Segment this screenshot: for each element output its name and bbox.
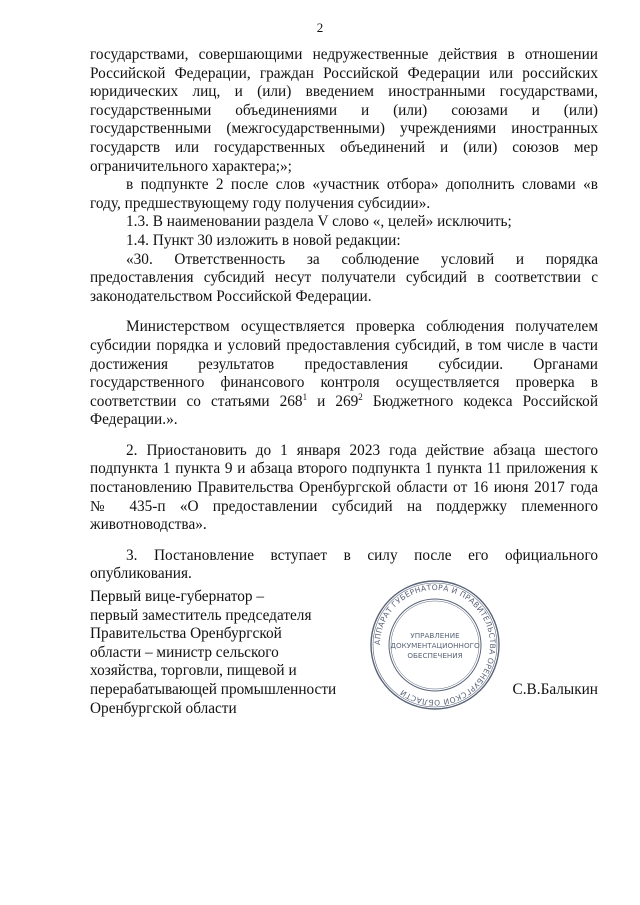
signatory-line: области – министр сельского [90,643,279,661]
signatory-line: Оренбургской области [90,699,237,717]
signer-name: С.В.Балыкин [512,681,598,698]
signatory-line: Первый вице-губернатор – [90,588,265,605]
ministry-check-text-end: Бюджетного кодекса Российской Федерации.». [90,392,598,429]
seal-center-line: ДОКУМЕНТАЦИОННОГО [390,641,480,650]
paragraph-subclause-2: в подпункте 2 после слов «участник отбора» дополнить словами «в году, предшествующему году получения субсидии». [90,176,598,212]
paragraph-item-1-3: 1.3. В наименовании раздела V слово «, целей» исключить; [126,213,512,231]
signatory-line: Правительства Оренбургской [90,625,282,643]
paragraph-item-3: 3. Постановление вступает в силу после его официального опубликования. [90,546,598,583]
ministry-check-text-middle: и 269 [307,392,359,410]
signatory-line: перерабатывающей промышленности [90,680,337,698]
seal-ring-text: АППАРАТ ГУБЕРНАТОРА И ПРАВИТЕЛЬСТВА ОРЕНБУРГСКОЙ ОБЛАСТИ [372,582,498,708]
paragraph-item-1-4: 1.4. Пункт 30 изложить в новой редакции: [126,231,401,249]
paragraph-point-30: «30. Ответственность за соблюдение условий и порядка предоставления субсидий несут получатели субсидий в соответствии с законодательством Российской Федерации. [90,250,598,305]
paragraph-continuation: государствами, совершающими недружественные действия в отношении Российской Федерации, граждан Российской Федерации или российских юридических лиц, и (или) введением иностранными государствами, государственными объединениями и (или) союзами и (или) государственными (межгосударственными) учреждениями иностранных государств или государственных объединений и (или) союзов мер ограничительного характера;»; [90,46,598,175]
signatory-line: первый заместитель председателя [90,606,312,624]
paragraph-ministry-check [90,318,598,430]
paragraph-item-2: 2. Приостановить до 1 января 2023 года действие абзаца шестого подпункта 1 пункта 9 и абзаца второго подпункта 1 пункта 11 приложения к постановлению Правительства Оренбургской области от 16 июня 2017 года № 435-п «О предоставлении субсидий на поддержку племенного животноводства». [90,441,598,534]
page-number: 2 [316,20,324,35]
official-seal-stamp [368,578,502,712]
superscript-article-269: 2 [358,391,363,402]
seal-center-line: ОБЕСПЕЧЕНИЯ [407,651,463,660]
seal-center-line: УПРАВЛЕНИЕ [410,631,460,640]
ministry-check-text: Министерством осуществляется проверка соблюдения получателем субсидии порядка и условий предоставления субсидий, в том числе в части достижения результатов предоставления субсидии. Органами государственного финансового контроля осуществляется проверка в соответствии со статьями 268 [90,318,598,410]
signatory-title [90,588,350,718]
superscript-article-268: 1 [302,391,308,402]
signatory-line: хозяйства, торговли, пищевой и [90,662,297,680]
document-body [90,46,598,584]
